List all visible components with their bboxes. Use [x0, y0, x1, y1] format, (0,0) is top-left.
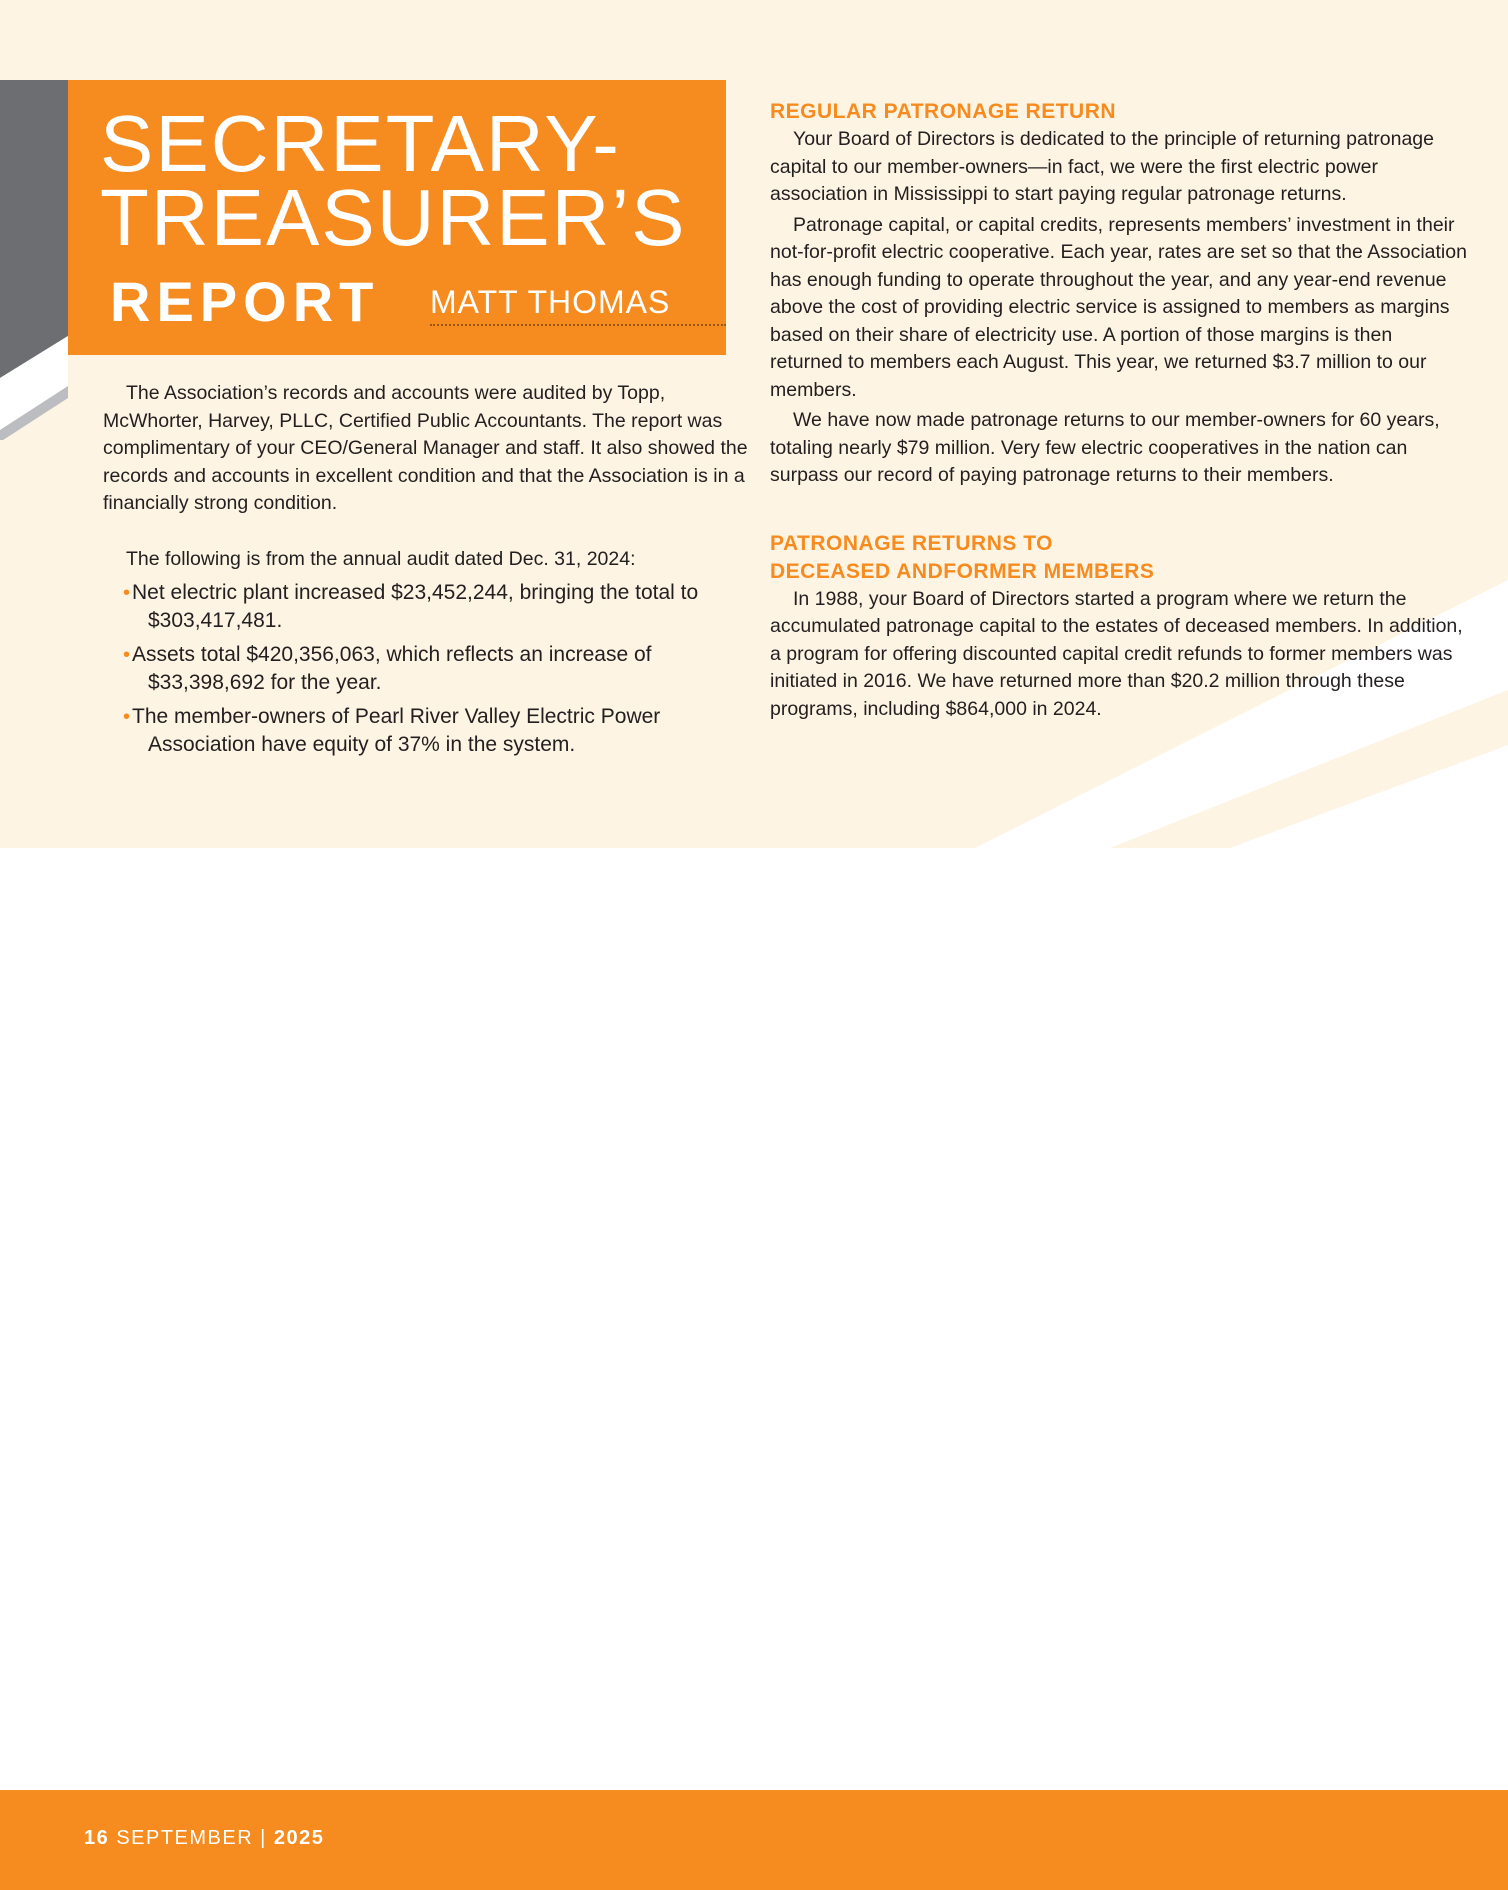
bullet-dot-icon: •	[123, 582, 131, 604]
left-column	[103, 380, 763, 765]
body-paragraph: We have now made patronage returns to our member-owners for 60 years, totaling nearly $79 million. Very few electric cooperatives in the nation can surpass our record of paying patronage returns to their members.	[770, 409, 1440, 486]
page-number: 16	[84, 1827, 110, 1849]
bullet-dot-icon: •	[123, 706, 131, 728]
issue-month: SEPTEMBER	[116, 1827, 254, 1849]
list-item: •Net electric plant increased $23,452,244, bringing the total to $303,417,481.	[123, 581, 699, 632]
list-item: •The member-owners of Pearl River Valley Electric Power Association have equity of 37% in the system.	[123, 705, 661, 756]
folio	[84, 1826, 324, 1850]
audit-lead-text: The following is from the annual audit dated Dec. 31, 2024:	[126, 547, 636, 570]
section-heading-line-2: DECEASED ANDFORMER MEMBERS	[770, 559, 1155, 583]
list-item: •Assets total $420,356,063, which reflects an increase of $33,398,692 for the year.	[123, 643, 652, 694]
body-paragraph: Your Board of Directors is dedicated to the principle of returning patronage capital to our member-owners—in fact, we were the first electric power association in Mississippi to start paying regular patronage returns.	[770, 128, 1434, 205]
title-line-1: SECRETARY-	[100, 99, 621, 188]
issue-year: 2025	[273, 1827, 325, 1849]
bullet-dot-icon: •	[123, 644, 131, 666]
body-paragraph: Patronage capital, or capital credits, represents members’ investment in their not-for-profit electric cooperative. Each year, rates are set so that the Association has enough funding to operate throughout the year, and any year-end revenue above the cost of providing electric service is assigned to members as margins based on their share of electricity use. A portion of those margins is then returned to members each August. This year, we returned $3.7 million to our members.	[770, 213, 1467, 401]
report-title-banner	[68, 80, 726, 355]
right-column	[770, 98, 1470, 723]
section-heading-deceased-former	[770, 530, 1470, 586]
title-line-2: TREASURER’S	[100, 173, 687, 262]
folio-separator: |	[260, 1827, 267, 1849]
author-name: MATT THOMAS	[430, 282, 726, 326]
section-heading-line-1: PATRONAGE RETURNS TO	[770, 531, 1054, 555]
audit-intro-paragraph: The Association’s records and accounts were audited by Topp, McWhorter, Harvey, PLLC, Certified Public Accountants. The report was complimentary of your CEO/General Manager and staff. It also showed the records and accounts in excellent condition and that the Association is in a financially strong condition.	[103, 382, 748, 514]
title-report-word: REPORT	[110, 270, 380, 333]
gray-accent-bar	[0, 80, 68, 440]
audit-bullet-list	[103, 579, 763, 758]
section-heading-regular-patronage: REGULAR PATRONAGE RETURN	[770, 100, 1117, 123]
body-paragraph: In 1988, your Board of Directors started a program where we return the accumulated patronage capital to the estates of deceased members. In addition, a program for offering discounted capital credit refunds to former members was initiated in 2016. We have returned more than $20.2 million through these programs, including $864,000 in 2024.	[770, 587, 1463, 720]
page-footer-bar	[0, 1790, 1508, 1890]
